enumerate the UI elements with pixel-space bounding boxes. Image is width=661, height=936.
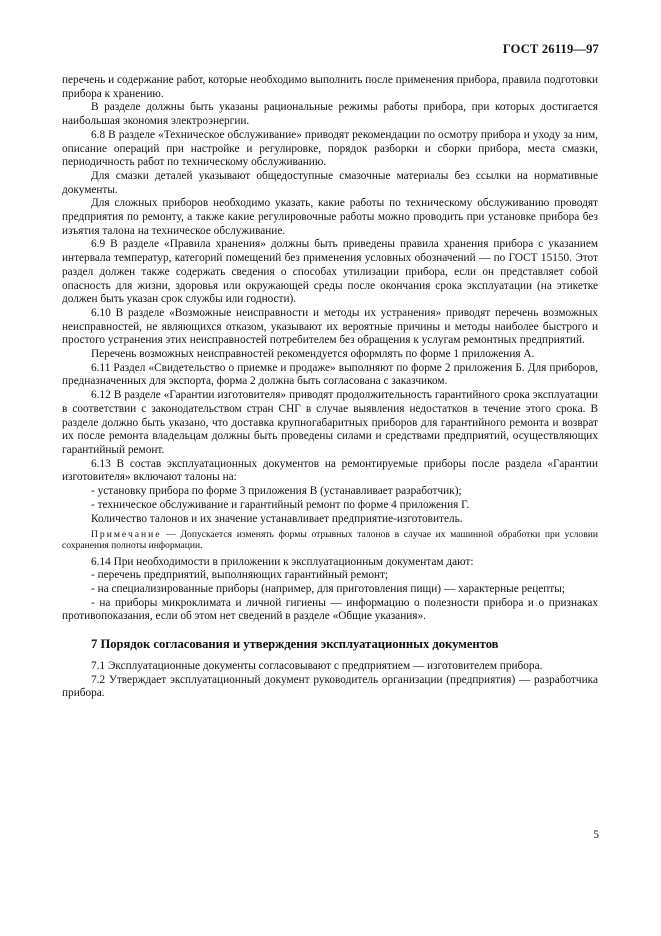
note [62,529,598,551]
list-item: - установку прибора по форме 3 приложения В (устанавливает разработчик); [91,485,462,498]
clause-6-9: 6.9 В разделе «Правила хранения» должны быть приведены правила хранения прибора с указанием интервала температур, категорий помещений без применения условных обозначений — по ГОСТ 15150. Этот раздел должен также содержать сведения о способах утилизации прибора, если он представляет собой опасность для жизни, здоровья или окружающей среды после окончания срока эксплуатации (на этикетке должен быть указан срок службы или годности). [62,238,598,306]
paragraph: В разделе должны быть указаны рациональные режимы работы прибора, при которых достигается наибольшая экономия электроэнергии. [62,101,598,128]
page-number: 5 [593,829,599,841]
document-code: ГОСТ 26119—97 [502,42,599,56]
section-heading: 7 Порядок согласования и утверждения эксплуатационных документов [91,637,499,652]
list-item: - техническое обслуживание и гарантийный ремонт по форме 4 приложения Г. [91,498,470,511]
note-text: — Допускается изменять формы отрывных талонов в случае их машинной обработки при условии сохранения полноты информации. [62,529,598,552]
clause-6-10: 6.10 В разделе «Возможные неисправности и методы их устранения» приводят перечень возможных неисправностей, не являющихся отказом, указывают их вероятные причины и методы наиболее быстрого и простого устранения этих неисправностей потребителем без обращения к услугам ремонтных предприятий. [62,306,598,347]
clause-6-14: 6.14 При необходимости в приложении к эксплуатационным документам дают: [91,555,474,568]
paragraph: Перечень возможных неисправностей рекомендуется оформлять по форме 1 приложения А. [91,348,535,361]
clause-7-1: 7.1 Эксплуатационные документы согласовывают с предприятием — изготовителем прибора. [91,659,543,672]
paragraph: перечень и содержание работ, которые необходимо выполнить после применения прибора, правила подготовки прибора к хранению. [62,74,599,100]
clause-6-12: 6.12 В разделе «Гарантии изготовителя» приводят продолжительность гарантийного срока эксплуатации в соответствии с законодательством стран СНГ в случае выявления недостатков в течение этого срока. В разделе должно быть указано, что доставка крупногабаритных приборов для гарантийного ремонта и возврат их после ремонта владельцам должны быть проведены силами и средствами предприятий, осуществляющих гарантийный ремонт. [62,389,598,456]
note-label: Примечание [91,529,162,541]
list-item: - на приборы микроклимата и личной гигиены — информацию о полезности прибора и о признаках противопоказания, если об этом нет сведений в разделе «Общие указания». [62,596,598,623]
clause-6-8: 6.8 В разделе «Техническое обслуживание» приводят рекомендации по осмотру прибора и уходу за ним, описание операций при настройке и регулировке, порядок разборки и сборки прибора, места смазки, периодичность работ по техническому обслуживанию. [62,128,598,169]
clause-7-2: 7.2 Утверждает эксплуатационный документ руководитель организации (предприятия) — разработчика прибора. [62,673,598,700]
paragraph: Количество талонов и их значение устанавливает предприятие-изготовитель. [91,512,463,525]
paragraph: Для сложных приборов необходимо указать, какие работы по техническому обслуживанию проводят предприятия по ремонту, а также какие регулировочные работы можно проводить при установке прибора без изъятия талона на техническое обслуживание. [62,197,598,237]
paragraph: Для смазки деталей указывают общедоступные смазочные материалы без ссылки на нормативные документы. [62,169,598,196]
list-item: - перечень предприятий, выполняющих гарантийный ремонт; [91,569,389,582]
clause-6-11: 6.11 Раздел «Свидетельство о приемке и продаже» выполняют по форме 2 приложения Б. Для приборов, предназначенных для экспорта, форма 2 должна быть согласована с заказчиком. [62,361,598,388]
clause-6-13: 6.13 В состав эксплуатационных документов на ремонтируемые приборы после раздела «Гарантии изготовителя» включают талоны на: [62,457,598,484]
page-body [62,74,598,701]
list-item: - на специализированные приборы (например, для приготовления пищи) — характерные рецепты; [91,583,565,596]
